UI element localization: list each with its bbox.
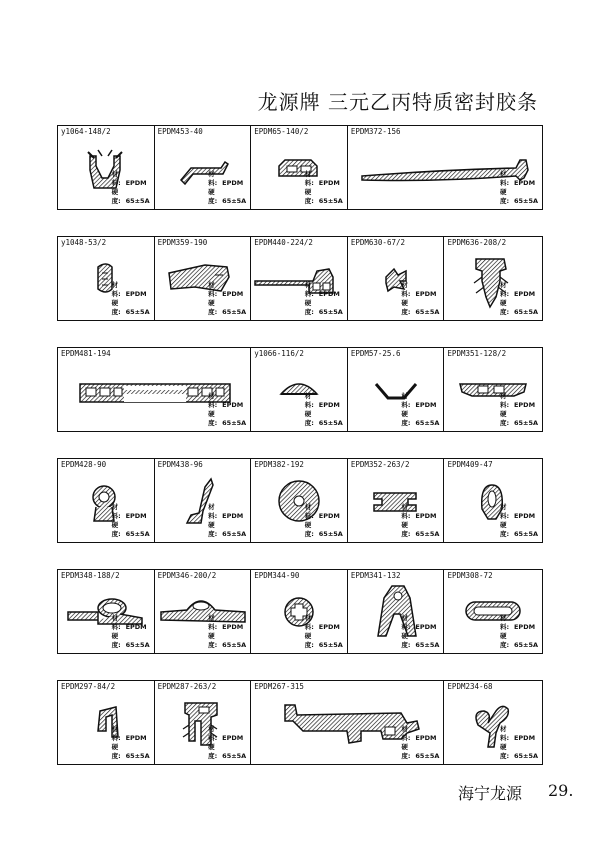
material-value: EPDM <box>125 179 147 187</box>
product-code: EPDM346-200/2 <box>157 571 217 580</box>
hardness-key: 硬度: <box>401 632 411 649</box>
page-title: 龙源牌 三元乙丙特质密封胶条 <box>257 90 538 114</box>
spec-block <box>112 614 150 650</box>
material-key: 材料: <box>208 170 218 187</box>
hardness-key: 硬度: <box>111 521 121 538</box>
hardness-key: 硬度: <box>499 188 510 205</box>
material-key: 材料: <box>208 725 218 742</box>
material-value: EPDM <box>513 179 536 187</box>
product-cell <box>444 681 542 764</box>
spec-block <box>305 503 343 539</box>
material-value: EPDM <box>415 512 437 520</box>
material-value: EPDM <box>415 401 437 409</box>
material-key: 材料: <box>111 614 121 631</box>
product-cell <box>444 237 542 320</box>
hardness-value: 65±5A <box>222 530 247 538</box>
spec-block <box>208 281 246 317</box>
hardness-key: 硬度: <box>499 743 510 760</box>
product-code: EPDM65-140/2 <box>254 127 309 136</box>
product-cell <box>58 570 155 653</box>
spec-block <box>305 392 343 428</box>
spec-block <box>208 170 246 206</box>
material-key: 材料: <box>208 614 218 631</box>
material-key: 材料: <box>111 281 121 298</box>
product-code: EPDM440-224/2 <box>254 238 313 247</box>
spec-block <box>500 170 538 206</box>
product-cell <box>58 237 155 320</box>
spec-block <box>112 281 150 317</box>
material-key: 材料: <box>208 281 218 298</box>
material-key: 材料: <box>499 725 510 742</box>
product-cell <box>444 570 542 653</box>
product-cell <box>444 348 542 431</box>
material-value: EPDM <box>513 290 536 298</box>
product-code: EPDM438-96 <box>157 460 203 469</box>
hardness-value: 65±5A <box>513 308 539 316</box>
product-code: EPDM57-25.6 <box>350 349 401 358</box>
hardness-value: 65±5A <box>513 419 539 427</box>
spec-block <box>305 170 343 206</box>
hardness-key: 硬度: <box>208 521 218 538</box>
product-cell <box>58 348 251 431</box>
product-cell <box>155 237 252 320</box>
material-key: 材料: <box>304 503 314 520</box>
material-value: EPDM <box>513 512 536 520</box>
hardness-value: 65±5A <box>125 308 150 316</box>
product-code: EPDM352-263/2 <box>350 460 410 469</box>
material-key: 材料: <box>401 614 411 631</box>
spec-block <box>401 725 439 761</box>
material-value: EPDM <box>415 623 437 631</box>
catalog-row-1 <box>57 125 543 210</box>
product-cell <box>251 570 348 653</box>
product-cell <box>58 459 155 542</box>
catalog-row-5 <box>57 569 543 654</box>
catalog-row-3 <box>57 347 543 432</box>
product-code: EPDM359-190 <box>157 238 208 247</box>
hardness-value: 65±5A <box>513 752 539 760</box>
hardness-value: 65±5A <box>415 419 440 427</box>
material-key: 材料: <box>304 392 314 409</box>
product-code: EPDM409-47 <box>447 460 493 469</box>
spec-block <box>500 503 538 539</box>
hardness-key: 硬度: <box>304 632 314 649</box>
hardness-value: 65±5A <box>318 308 343 316</box>
material-key: 材料: <box>208 503 218 520</box>
product-cell <box>58 126 155 209</box>
spec-block <box>401 614 439 650</box>
product-cell <box>58 681 155 764</box>
spec-block <box>401 392 439 428</box>
product-code: EPDM297-84/2 <box>61 682 116 691</box>
product-code: EPDM481-194 <box>61 349 111 358</box>
hardness-value: 65±5A <box>222 641 247 649</box>
spec-block <box>500 392 538 428</box>
hardness-key: 硬度: <box>304 521 314 538</box>
material-value: EPDM <box>513 623 536 631</box>
hardness-value: 65±5A <box>513 641 539 649</box>
spec-block <box>401 503 439 539</box>
product-code: EPDM453-40 <box>157 127 203 136</box>
hardness-key: 硬度: <box>499 410 510 427</box>
hardness-value: 65±5A <box>222 419 247 427</box>
material-value: EPDM <box>222 512 244 520</box>
hardness-value: 65±5A <box>222 752 247 760</box>
hardness-key: 硬度: <box>208 632 218 649</box>
hardness-key: 硬度: <box>499 521 510 538</box>
hardness-key: 硬度: <box>111 743 121 760</box>
spec-block <box>305 281 343 317</box>
hardness-value: 65±5A <box>415 308 440 316</box>
material-value: EPDM <box>222 290 244 298</box>
spec-block <box>112 725 150 761</box>
material-value: EPDM <box>415 290 437 298</box>
footer-brand: 海宁龙源 <box>458 784 523 803</box>
product-cell <box>251 681 444 764</box>
material-key: 材料: <box>111 503 121 520</box>
material-key: 材料: <box>111 170 121 187</box>
product-code: EPDM382-192 <box>254 460 304 469</box>
material-value: EPDM <box>125 623 147 631</box>
product-cell <box>444 459 542 542</box>
hardness-value: 65±5A <box>513 197 539 205</box>
hardness-key: 硬度: <box>401 410 411 427</box>
material-value: EPDM <box>125 290 147 298</box>
hardness-key: 硬度: <box>304 188 314 205</box>
material-value: EPDM <box>513 401 536 409</box>
material-key: 材料: <box>499 503 510 520</box>
material-key: 材料: <box>304 170 314 187</box>
hardness-value: 65±5A <box>125 752 150 760</box>
spec-block <box>112 170 150 206</box>
product-code: EPDM630-67/2 <box>350 238 406 247</box>
product-cell <box>155 126 252 209</box>
product-cell <box>251 237 348 320</box>
material-key: 材料: <box>401 725 411 742</box>
material-value: EPDM <box>318 623 340 631</box>
page-number: 29. <box>548 781 574 800</box>
hardness-value: 65±5A <box>125 641 150 649</box>
material-key: 材料: <box>208 392 218 409</box>
material-value: EPDM <box>222 734 244 742</box>
product-cell <box>348 348 445 431</box>
spec-block <box>208 614 246 650</box>
product-cell <box>348 570 445 653</box>
material-key: 材料: <box>304 281 314 298</box>
catalog-row-4 <box>57 458 543 543</box>
hardness-key: 硬度: <box>208 410 218 427</box>
material-key: 材料: <box>499 392 510 409</box>
hardness-key: 硬度: <box>208 743 218 760</box>
material-value: EPDM <box>222 623 244 631</box>
hardness-key: 硬度: <box>401 743 411 760</box>
spec-block <box>500 614 538 650</box>
hardness-value: 65±5A <box>415 752 440 760</box>
product-code: EPDM372-156 <box>350 127 401 136</box>
product-code: EPDM428-90 <box>61 460 107 469</box>
hardness-value: 65±5A <box>318 530 343 538</box>
hardness-value: 65±5A <box>125 530 150 538</box>
material-value: EPDM <box>513 734 536 742</box>
product-cell <box>348 126 542 209</box>
product-code: EPDM308-72 <box>447 571 493 580</box>
hardness-key: 硬度: <box>499 299 510 316</box>
hardness-key: 硬度: <box>401 521 411 538</box>
product-code: EPDM344-90 <box>254 571 300 580</box>
catalog-row-2 <box>57 236 543 321</box>
hardness-value: 65±5A <box>222 308 247 316</box>
material-value: EPDM <box>125 512 147 520</box>
product-code: y1066-116/2 <box>254 349 304 358</box>
material-key: 材料: <box>401 392 411 409</box>
hardness-key: 硬度: <box>499 632 510 649</box>
material-key: 材料: <box>401 281 411 298</box>
product-code: EPDM348-188/2 <box>61 571 120 580</box>
material-value: EPDM <box>318 290 340 298</box>
material-value: EPDM <box>318 179 340 187</box>
hardness-key: 硬度: <box>111 299 121 316</box>
product-code: EPDM287-263/2 <box>157 682 217 691</box>
material-key: 材料: <box>304 614 314 631</box>
material-value: EPDM <box>125 734 147 742</box>
hardness-value: 65±5A <box>318 197 343 205</box>
spec-block <box>401 281 439 317</box>
material-value: EPDM <box>318 512 340 520</box>
spec-block <box>112 503 150 539</box>
material-value: EPDM <box>415 734 437 742</box>
hardness-key: 硬度: <box>208 299 218 316</box>
product-code: EPDM351-128/2 <box>447 349 507 358</box>
spec-block <box>305 614 343 650</box>
hardness-value: 65±5A <box>318 641 343 649</box>
spec-block <box>208 725 246 761</box>
product-code: EPDM267-315 <box>254 682 304 691</box>
product-cell <box>155 570 252 653</box>
product-cell <box>348 237 445 320</box>
material-value: EPDM <box>222 401 244 409</box>
spec-block <box>500 281 538 317</box>
product-cell <box>155 459 252 542</box>
hardness-value: 65±5A <box>513 530 539 538</box>
spec-block <box>208 392 246 428</box>
product-code: y1048-53/2 <box>61 238 107 247</box>
material-value: EPDM <box>222 179 244 187</box>
product-code: EPDM341-132 <box>350 571 401 580</box>
material-key: 材料: <box>401 503 411 520</box>
material-value: EPDM <box>318 401 340 409</box>
hardness-key: 硬度: <box>304 299 314 316</box>
hardness-key: 硬度: <box>401 299 411 316</box>
hardness-value: 65±5A <box>415 641 440 649</box>
hardness-value: 65±5A <box>125 197 150 205</box>
product-code: y1064-148/2 <box>61 127 111 136</box>
hardness-key: 硬度: <box>208 188 218 205</box>
product-cell <box>251 459 348 542</box>
material-key: 材料: <box>499 614 510 631</box>
product-code: EPDM636-208/2 <box>447 238 507 247</box>
product-cell <box>155 681 252 764</box>
hardness-value: 65±5A <box>415 530 440 538</box>
hardness-value: 65±5A <box>222 197 247 205</box>
product-code: EPDM234-68 <box>447 682 493 691</box>
material-key: 材料: <box>111 725 121 742</box>
hardness-key: 硬度: <box>111 632 121 649</box>
catalog-row-6 <box>57 680 543 765</box>
product-cell <box>251 126 348 209</box>
hardness-value: 65±5A <box>318 419 343 427</box>
hardness-key: 硬度: <box>111 188 121 205</box>
material-key: 材料: <box>499 281 510 298</box>
spec-block <box>208 503 246 539</box>
material-key: 材料: <box>499 170 510 187</box>
product-cell <box>251 348 348 431</box>
spec-block <box>500 725 538 761</box>
hardness-key: 硬度: <box>304 410 314 427</box>
product-cell <box>348 459 445 542</box>
